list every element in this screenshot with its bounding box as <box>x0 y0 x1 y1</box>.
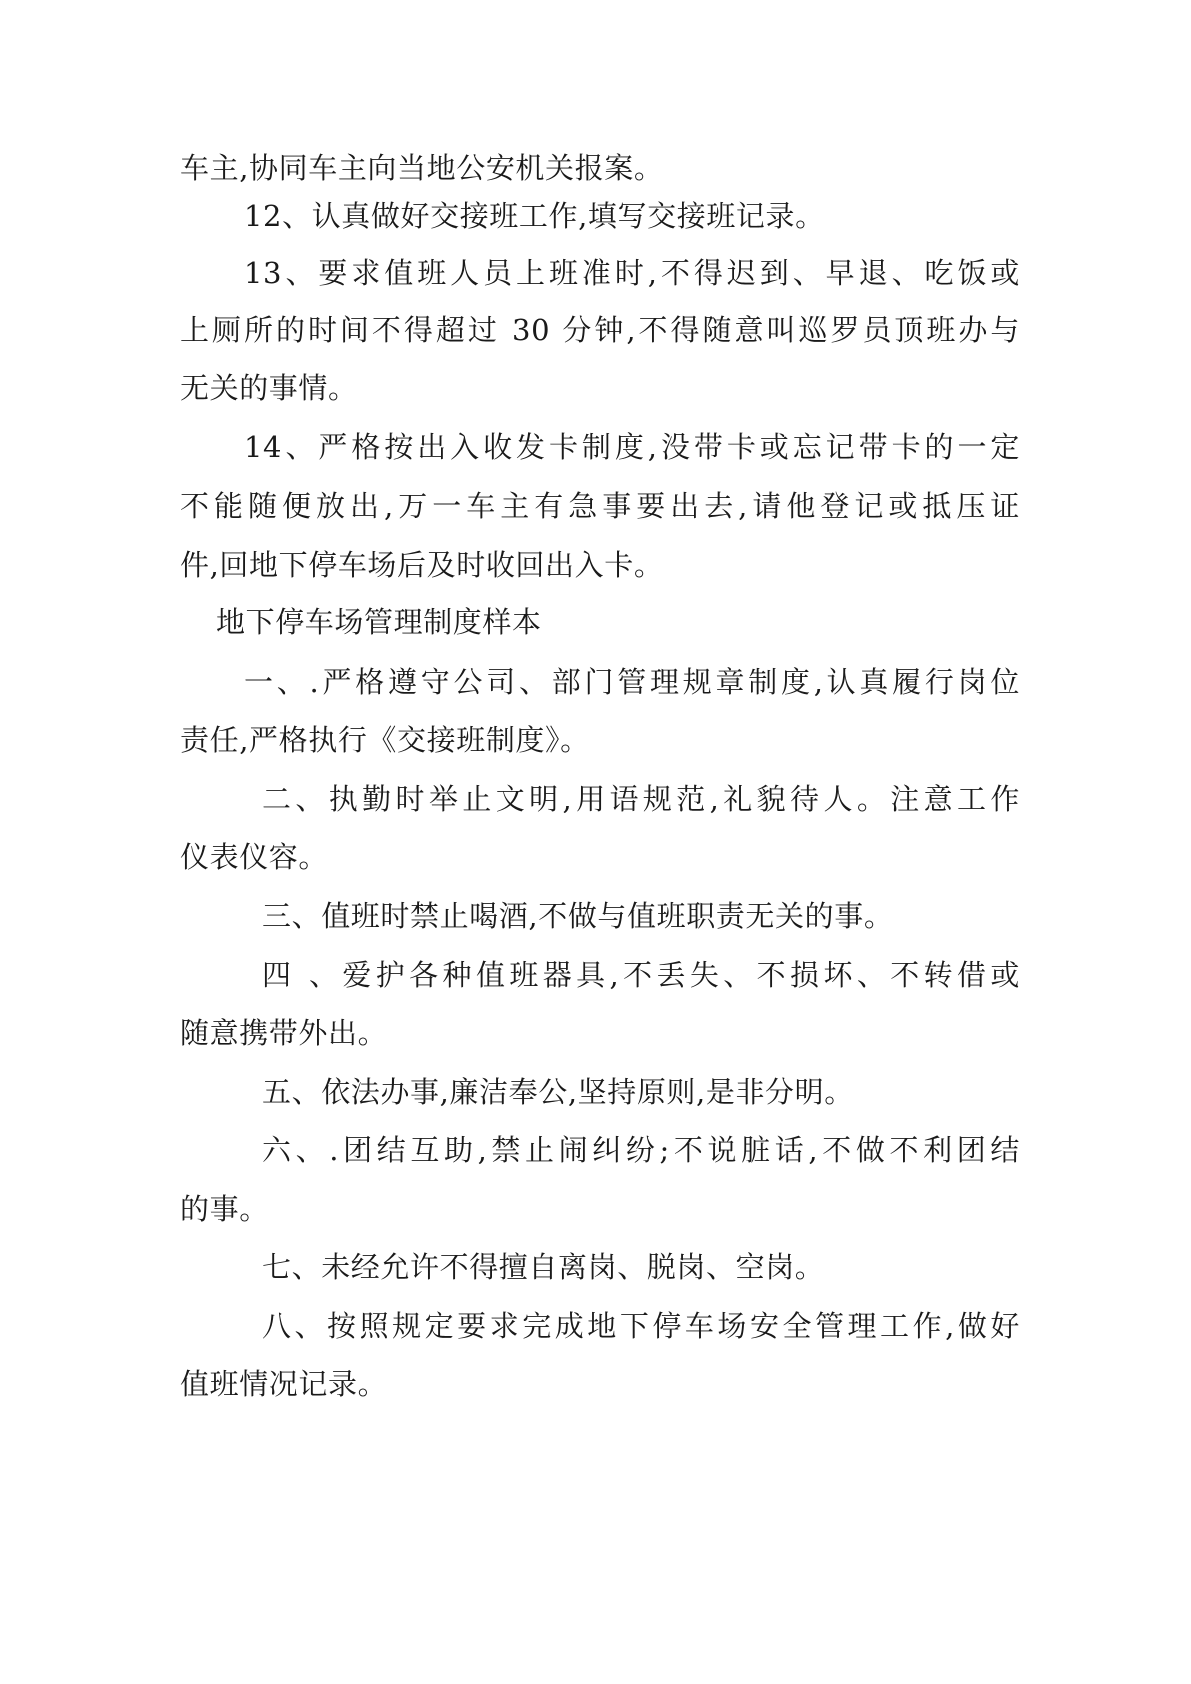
text-line: 的事。 <box>180 1192 269 1226</box>
section-heading: 地下停车场管理制度样本 <box>216 605 542 639</box>
text-line: 四 、爱护各种值班器具,不丢失、不损坏、不转借或 <box>262 958 1020 992</box>
text-line: 上厕所的时间不得超过 30 分钟,不得随意叫巡罗员顶班办与 <box>180 313 1020 347</box>
text-line: 车主,协同车主向当地公安机关报案。 <box>180 151 664 185</box>
text-line: 随意携带外出。 <box>180 1016 388 1050</box>
text-line: 五、依法办事,廉洁奉公,坚持原则,是非分明。 <box>262 1075 854 1109</box>
text-line: 七、未经允许不得擅自离岗、脱岗、空岗。 <box>262 1250 825 1284</box>
text-line: 14、严格按出入收发卡制度,没带卡或忘记带卡的一定 <box>244 430 1020 464</box>
text-line: 不能随便放出,万一车主有急事要出去,请他登记或抵压证 <box>180 489 1020 523</box>
text-line: 值班情况记录。 <box>180 1367 388 1401</box>
text-line: 无关的事情。 <box>180 371 358 405</box>
text-line: 12、认真做好交接班工作,填写交接班记录。 <box>244 199 825 233</box>
text-line: 仪表仪容。 <box>180 840 329 874</box>
text-line: 八、按照规定要求完成地下停车场安全管理工作,做好 <box>262 1309 1020 1343</box>
text-line: 一、.严格遵守公司、部门管理规章制度,认真履行岗位 <box>244 665 1020 699</box>
text-line: 三、值班时禁止喝酒,不做与值班职责无关的事。 <box>262 899 894 933</box>
text-line: 责任,严格执行《交接班制度》。 <box>180 723 590 757</box>
text-line: 六、.团结互助,禁止闹纠纷;不说脏话,不做不利团结 <box>262 1133 1020 1167</box>
text-line: 13、要求值班人员上班准时,不得迟到、早退、吃饭或 <box>244 256 1020 290</box>
text-line: 件,回地下停车场后及时收回出入卡。 <box>180 548 664 582</box>
text-line: 二、执勤时举止文明,用语规范,礼貌待人。注意工作 <box>262 782 1020 816</box>
